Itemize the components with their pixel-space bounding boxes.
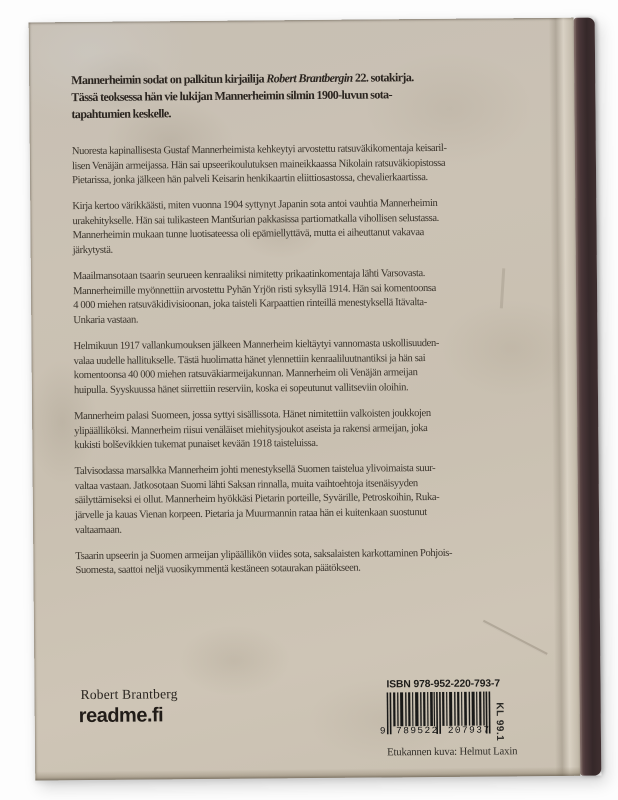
blurb-paragraph-4: Helmikuun 1917 vallankumouksen jälkeen Mannerheim kieltäytyi vannomasta uskollisuuden- valaa uudelle hallitukselle. Tästä huolimatta hänet ylennettiin kenraaliluutnantiksi ja hän sai komentoonsa 40 000 miehen ratsuväkiarmeijakunnan. Mannerheim oli Venäjän armeijan huipulla. Syyskuussa hänet siirrettiin reserviin, koska ei sopeutunut vallitseviin oloihin. xyxy=(73,337,440,396)
intro-paragraph xyxy=(71,68,555,123)
blurb-paragraph-7: Tsaarin upseerin ja Suomen armeijan ylipäällikön viides sota, saksalaisten karkottaminen Pohjois- Suomesta, saattoi neljä vuosikymmentä kestäneen sotaurakan päätökseen. xyxy=(75,547,453,577)
cover-photo-credit: Etukannen kuva: Helmut Laxin xyxy=(387,745,518,759)
intro-author-name: Robert Brantbergin xyxy=(266,70,353,86)
cover-wrinkle xyxy=(482,620,547,656)
blurb-paragraph-3: Maailmansotaan tsaarin seurueen kenraaliksi nimitetty prikaatinkomentaja lähti Varsovasta. Mannerheimille myönnettiin arvostettu Pyhän Yrjön risti syksyllä 1914. Hän sai komentoonsa 4 000 miehen ratsuväkidivisioonan, joka taisteli Karpaattien rinteillä menestyksellä Itävalta- Unkaria vastaan. xyxy=(72,268,436,327)
back-cover-blurb xyxy=(71,18,560,591)
barcode-digits: 9 789522 207937 xyxy=(379,724,491,737)
intro-rest: 22. sotakirja. Tässä teoksessa hän vie lukijan Mannerheimin silmin 1900-luvun sota- tapahtumien keskelle. xyxy=(71,70,414,122)
intro-prefix: Mannerheimin sodat on palkitun kirjailija xyxy=(71,71,267,88)
book-back-cover xyxy=(29,18,602,781)
isbn-label: ISBN 978-952-220-793-7 xyxy=(386,678,500,691)
barcode-block xyxy=(379,678,518,759)
back-cover-surface xyxy=(29,18,581,781)
page-block-edge xyxy=(35,767,580,781)
publisher-logo: readme.fi xyxy=(78,704,164,728)
blurb-paragraph-5: Mannerheim palasi Suomeen, jossa syttyi sisällissota. Hänet nimitettiin valkoisten joukkojen ylipäälliköksi. Mannerheim riisui venäläiset miehitysjoukot aseista ja rakensi armeijan, joka kukisti bolševikkien tukemat punaiset kevään 1918 taisteluissa. xyxy=(74,407,431,452)
blurb-paragraph-2: Kirja kertoo värikkäästi, miten vuonna 1904 syttynyt Japanin sota antoi vauhtia Mannerheimin urakehitykselle. Hän sai tulikasteen Mantšurian pakkasissa partiomatkalla vihollisen selustassa. Mannerheimin mukaan tunne luotisateessa oli epämiellyttävä, mutta ei aiheuttanut vakavaa järkytystä. xyxy=(72,198,439,257)
blurb-paragraph-1: Nuoresta kapinallisesta Gustaf Mannerheimista kehkeytyi arvostettu ratsuväkikomentaja keisaril- lisen Venäjän armeijassa. Hän sai upseerikoulutuksen maineikkaassa Nikolain ratsuväkiopistossa Pietarissa, jonka jälkeen hän palveli Keisarin henkikaartin eliittiosastossa, chevalierkaartissa. xyxy=(71,142,447,187)
barcode-wrap xyxy=(379,691,505,742)
blurb-paragraph-6: Talvisodassa marsalkka Mannerheim johti menestyksellä Suomen taistelua ylivoimaista suur- valtaa vastaan. Jatkosotaan Suomi lähti Saksan rinnalla, muita vaihtoehtoja itsenäisyyden säilyttämiseksi ei ollut. Mannerheim hyökkäsi Pietarin porteille, Syvärille, Petroskoihin, Ruka- järvelle ja kauas Vienan korpeen. Pietaria ja Muurmannin rataa hän ei kuitenkaan suostunut valtaamaan. xyxy=(74,463,440,536)
classification-code: KL 99.1 xyxy=(493,702,505,742)
author-name: Robert Brantberg xyxy=(80,686,178,703)
